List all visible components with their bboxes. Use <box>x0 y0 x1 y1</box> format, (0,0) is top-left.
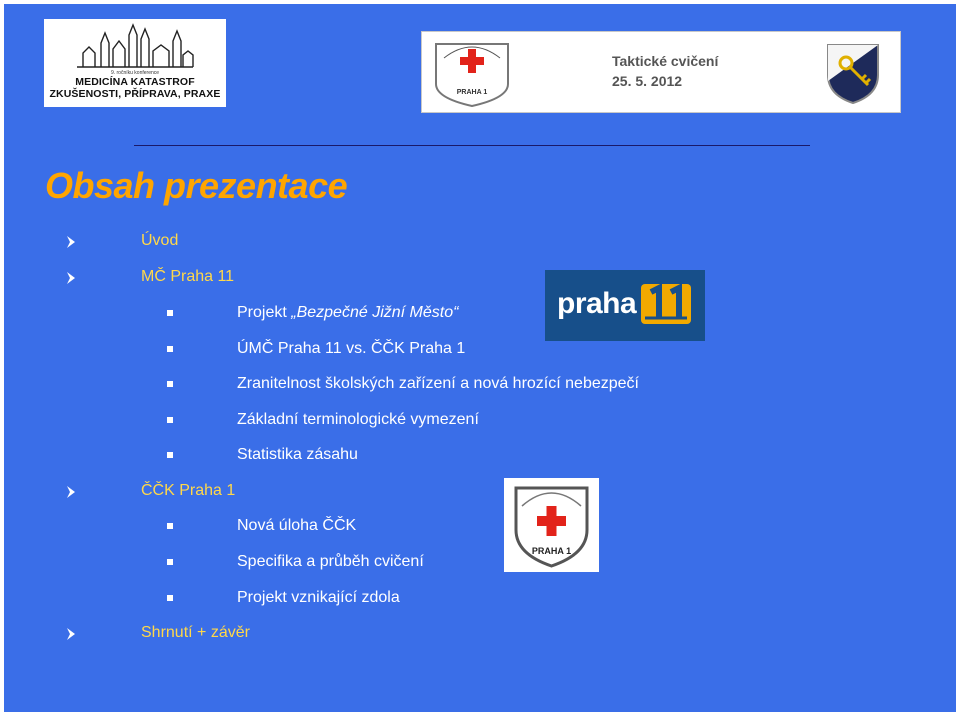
arrow-bullet-icon <box>66 627 76 641</box>
outline-item-level2: Základní terminologické vymezení <box>237 411 479 428</box>
header-banner <box>421 31 901 113</box>
arrow-bullet-icon <box>66 235 76 249</box>
square-bullet-icon <box>167 417 173 423</box>
outline-item-level2: ÚMČ Praha 11 vs. ČČK Praha 1 <box>237 340 466 357</box>
square-bullet-icon <box>167 346 173 352</box>
outline-item-level1: MČ Praha 11 <box>141 268 235 285</box>
praha11-logo <box>545 270 705 341</box>
outline-item-level1: ČČK Praha 1 <box>141 482 236 499</box>
header-divider <box>134 145 810 146</box>
arrow-bullet-icon <box>66 485 76 499</box>
badge-bottom-text: PRAHA 1 <box>456 89 488 96</box>
outline-item-level2: Specifika a průběh cvičení <box>237 553 424 570</box>
square-bullet-icon <box>167 381 173 387</box>
outline-item-level2: Statistika zásahu <box>237 446 358 463</box>
coat-of-arms-icon <box>824 41 882 105</box>
outline-item-level2: Projekt vznikající zdola <box>237 589 400 606</box>
square-bullet-icon <box>167 452 173 458</box>
conference-name-line1: MEDICÍNA KATASTROF <box>75 76 195 88</box>
square-bullet-icon <box>167 310 173 316</box>
red-cross-seal-icon <box>504 478 599 572</box>
conference-logo <box>44 19 226 107</box>
outline-item-level2: Zranitelnost školských zařízení a nová hrozící nebezpečí <box>237 375 639 392</box>
exercise-title: Taktické cvičení <box>612 53 719 69</box>
square-bullet-icon <box>167 523 173 529</box>
square-bullet-icon <box>167 595 173 601</box>
outline-item-level1: Úvod <box>141 232 179 249</box>
exercise-date: 25. 5. 2012 <box>612 73 683 89</box>
outline-item-level2: Nová úloha ČČK <box>237 517 357 534</box>
praha-logo-number-box <box>641 284 691 324</box>
cck-praha1-logo <box>504 478 599 572</box>
outline-item-level1: Shrnutí + závěr <box>141 624 250 641</box>
outline-item-text: Projekt <box>237 304 292 321</box>
red-cross-badge-icon <box>430 38 514 108</box>
arrow-bullet-icon <box>66 271 76 285</box>
page-title: Obsah prezentace <box>45 165 348 206</box>
project-name: „Bezpečné Jižní Město“ <box>291 304 459 321</box>
square-bullet-icon <box>167 559 173 565</box>
number-11-icon <box>641 284 691 324</box>
prague-skyline-icon <box>75 23 195 69</box>
outline-item-level2 <box>237 304 458 322</box>
conference-name-line2: ZKUŠENOSTI, PŘÍPRAVA, PRAXE <box>49 88 221 100</box>
praha-logo-word: praha <box>557 287 637 320</box>
conference-edition: 9. ročníku konference <box>110 70 160 76</box>
seal-bottom-text: PRAHA 1 <box>531 546 572 556</box>
